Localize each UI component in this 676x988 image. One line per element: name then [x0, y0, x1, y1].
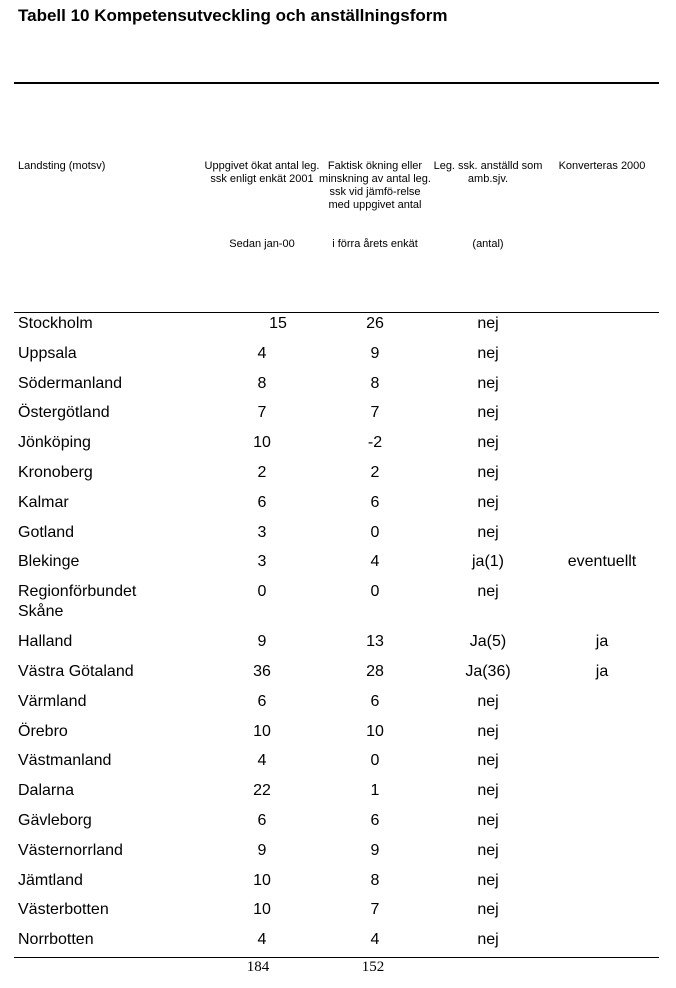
row-increase-reported: 4	[257, 752, 267, 770]
row-actual-change: 28	[366, 662, 384, 680]
row-ambulance-nurse: nej	[477, 931, 499, 949]
table-row	[0, 779, 676, 809]
row-ambulance-nurse: nej	[477, 493, 499, 511]
header-landsting: Landsting (motsv)	[18, 160, 106, 172]
row-ambulance-nurse: nej	[477, 692, 499, 710]
row-name: Gävleborg	[18, 811, 92, 829]
row-converted: eventuellt	[567, 553, 637, 571]
row-name: Norrbotten	[18, 931, 94, 949]
row-actual-change: 26	[366, 315, 384, 332]
row-ambulance-nurse: nej	[477, 434, 499, 452]
table-row	[0, 749, 676, 779]
row-actual-change: 13	[366, 633, 384, 651]
row-name: Gotland	[18, 523, 75, 541]
row-increase-reported: 10	[253, 901, 271, 919]
header-actual-change: Faktisk ökning eller minskning av antal leg. ssk vid jämfö-relse med uppgivet antal	[319, 160, 431, 211]
table-body	[0, 312, 676, 958]
row-name: Västra Götaland	[18, 662, 134, 680]
row-name: Örebro	[18, 722, 68, 740]
table-row	[0, 372, 676, 402]
row-actual-change: 1	[370, 782, 380, 800]
row-name: Jönköping	[18, 434, 91, 452]
row-actual-change: 0	[370, 752, 380, 770]
row-actual-change: 4	[370, 931, 380, 949]
table-row	[0, 839, 676, 869]
row-ambulance-nurse: nej	[477, 752, 499, 770]
row-increase-reported: 36	[253, 662, 271, 680]
total-col2: 152	[361, 959, 385, 975]
row-actual-change: 9	[370, 841, 380, 859]
row-increase-reported: 3	[257, 523, 267, 541]
row-name: Västmanland	[18, 752, 112, 770]
row-increase-reported: 4	[257, 931, 267, 949]
row-actual-change: 10	[366, 722, 384, 740]
table-title: Tabell 10 Kompetensutveckling och anställningsform	[18, 6, 448, 25]
header-ambulance-nurse: Leg. ssk. anställd som amb.sjv.	[433, 160, 543, 185]
bottom-rule	[14, 957, 659, 958]
table-row	[0, 461, 676, 491]
row-name: Östergötland	[18, 404, 110, 422]
table-row	[0, 521, 676, 551]
row-increase-reported: 7	[257, 404, 267, 422]
row-name: Halland	[18, 633, 73, 651]
subheader-count: (antal)	[472, 238, 504, 250]
table-row	[0, 630, 676, 660]
row-actual-change: 7	[370, 901, 380, 919]
row-name: Stockholm	[18, 315, 93, 332]
row-increase-reported: 9	[257, 841, 267, 859]
row-ambulance-nurse: nej	[477, 782, 499, 800]
row-name: Värmland	[18, 692, 87, 710]
row-increase-reported: 6	[257, 811, 267, 829]
row-actual-change: 8	[370, 871, 380, 889]
table-row	[0, 690, 676, 720]
row-actual-change: 7	[370, 404, 380, 422]
row-ambulance-nurse: nej	[477, 583, 499, 601]
table-row	[0, 720, 676, 750]
row-name: Västernorrland	[18, 841, 123, 859]
row-ambulance-nurse: nej	[477, 315, 499, 332]
row-actual-change: 0	[370, 523, 380, 541]
table-row	[0, 312, 676, 342]
row-ambulance-nurse: nej	[477, 344, 499, 362]
row-actual-change: 9	[370, 344, 380, 362]
table-row	[0, 660, 676, 690]
row-actual-change: -2	[367, 434, 383, 452]
row-increase-reported: 2	[257, 463, 267, 481]
table-row	[0, 401, 676, 431]
row-increase-reported: 10	[253, 722, 271, 740]
row-actual-change: 6	[370, 811, 380, 829]
row-ambulance-nurse: nej	[477, 901, 499, 919]
row-actual-change: 6	[370, 692, 380, 710]
row-increase-reported: 3	[257, 553, 267, 571]
total-col1: 184	[246, 959, 270, 975]
table-row	[0, 580, 676, 630]
row-name: Dalarna	[18, 782, 75, 800]
row-actual-change: 2	[370, 463, 380, 481]
row-name: Kronoberg	[18, 463, 93, 481]
row-increase-reported: 8	[257, 374, 267, 392]
row-ambulance-nurse: Ja(5)	[469, 633, 507, 651]
row-converted: ja	[595, 662, 609, 680]
row-increase-reported: 6	[257, 692, 267, 710]
table-row	[0, 342, 676, 372]
table-row	[0, 809, 676, 839]
row-name: Blekinge	[18, 553, 80, 571]
row-name: Södermanland	[18, 374, 123, 392]
row-increase-reported: 0	[257, 583, 267, 601]
row-converted: ja	[595, 633, 609, 651]
row-name: Regionförbundet Skåne	[18, 583, 137, 621]
row-ambulance-nurse: ja(1)	[471, 553, 504, 571]
table-row	[0, 431, 676, 461]
row-increase-reported: 15	[269, 315, 287, 332]
row-ambulance-nurse: nej	[477, 841, 499, 859]
row-ambulance-nurse: nej	[477, 523, 499, 541]
header-increase-reported: Uppgivet ökat antal leg. ssk enligt enkät 2001	[204, 160, 320, 185]
row-actual-change: 8	[370, 374, 380, 392]
row-ambulance-nurse: nej	[477, 404, 499, 422]
row-name: Kalmar	[18, 493, 69, 511]
row-name: Jämtland	[18, 871, 83, 889]
row-ambulance-nurse: Ja(36)	[465, 662, 511, 680]
row-actual-change: 4	[370, 553, 380, 571]
row-name: Uppsala	[18, 344, 77, 362]
row-name: Västerbotten	[18, 901, 109, 919]
row-ambulance-nurse: nej	[477, 811, 499, 829]
row-increase-reported: 6	[257, 493, 267, 511]
row-ambulance-nurse: nej	[477, 463, 499, 481]
header-converted-2000: Konverteras 2000	[558, 160, 646, 172]
table-row	[0, 550, 676, 580]
row-actual-change: 0	[370, 583, 380, 601]
subheader-since-jan: Sedan jan-00	[229, 238, 295, 250]
row-ambulance-nurse: nej	[477, 722, 499, 740]
top-rule	[14, 82, 659, 84]
table-row	[0, 898, 676, 928]
row-increase-reported: 4	[257, 344, 267, 362]
row-increase-reported: 10	[253, 434, 271, 452]
row-increase-reported: 22	[253, 782, 271, 800]
table-row	[0, 928, 676, 958]
row-increase-reported: 9	[257, 633, 267, 651]
table-row	[0, 869, 676, 899]
table-row	[0, 491, 676, 521]
subheader-last-year: i förra årets enkät	[332, 238, 418, 250]
row-ambulance-nurse: nej	[477, 871, 499, 889]
row-actual-change: 6	[370, 493, 380, 511]
row-increase-reported: 10	[253, 871, 271, 889]
row-ambulance-nurse: nej	[477, 374, 499, 392]
